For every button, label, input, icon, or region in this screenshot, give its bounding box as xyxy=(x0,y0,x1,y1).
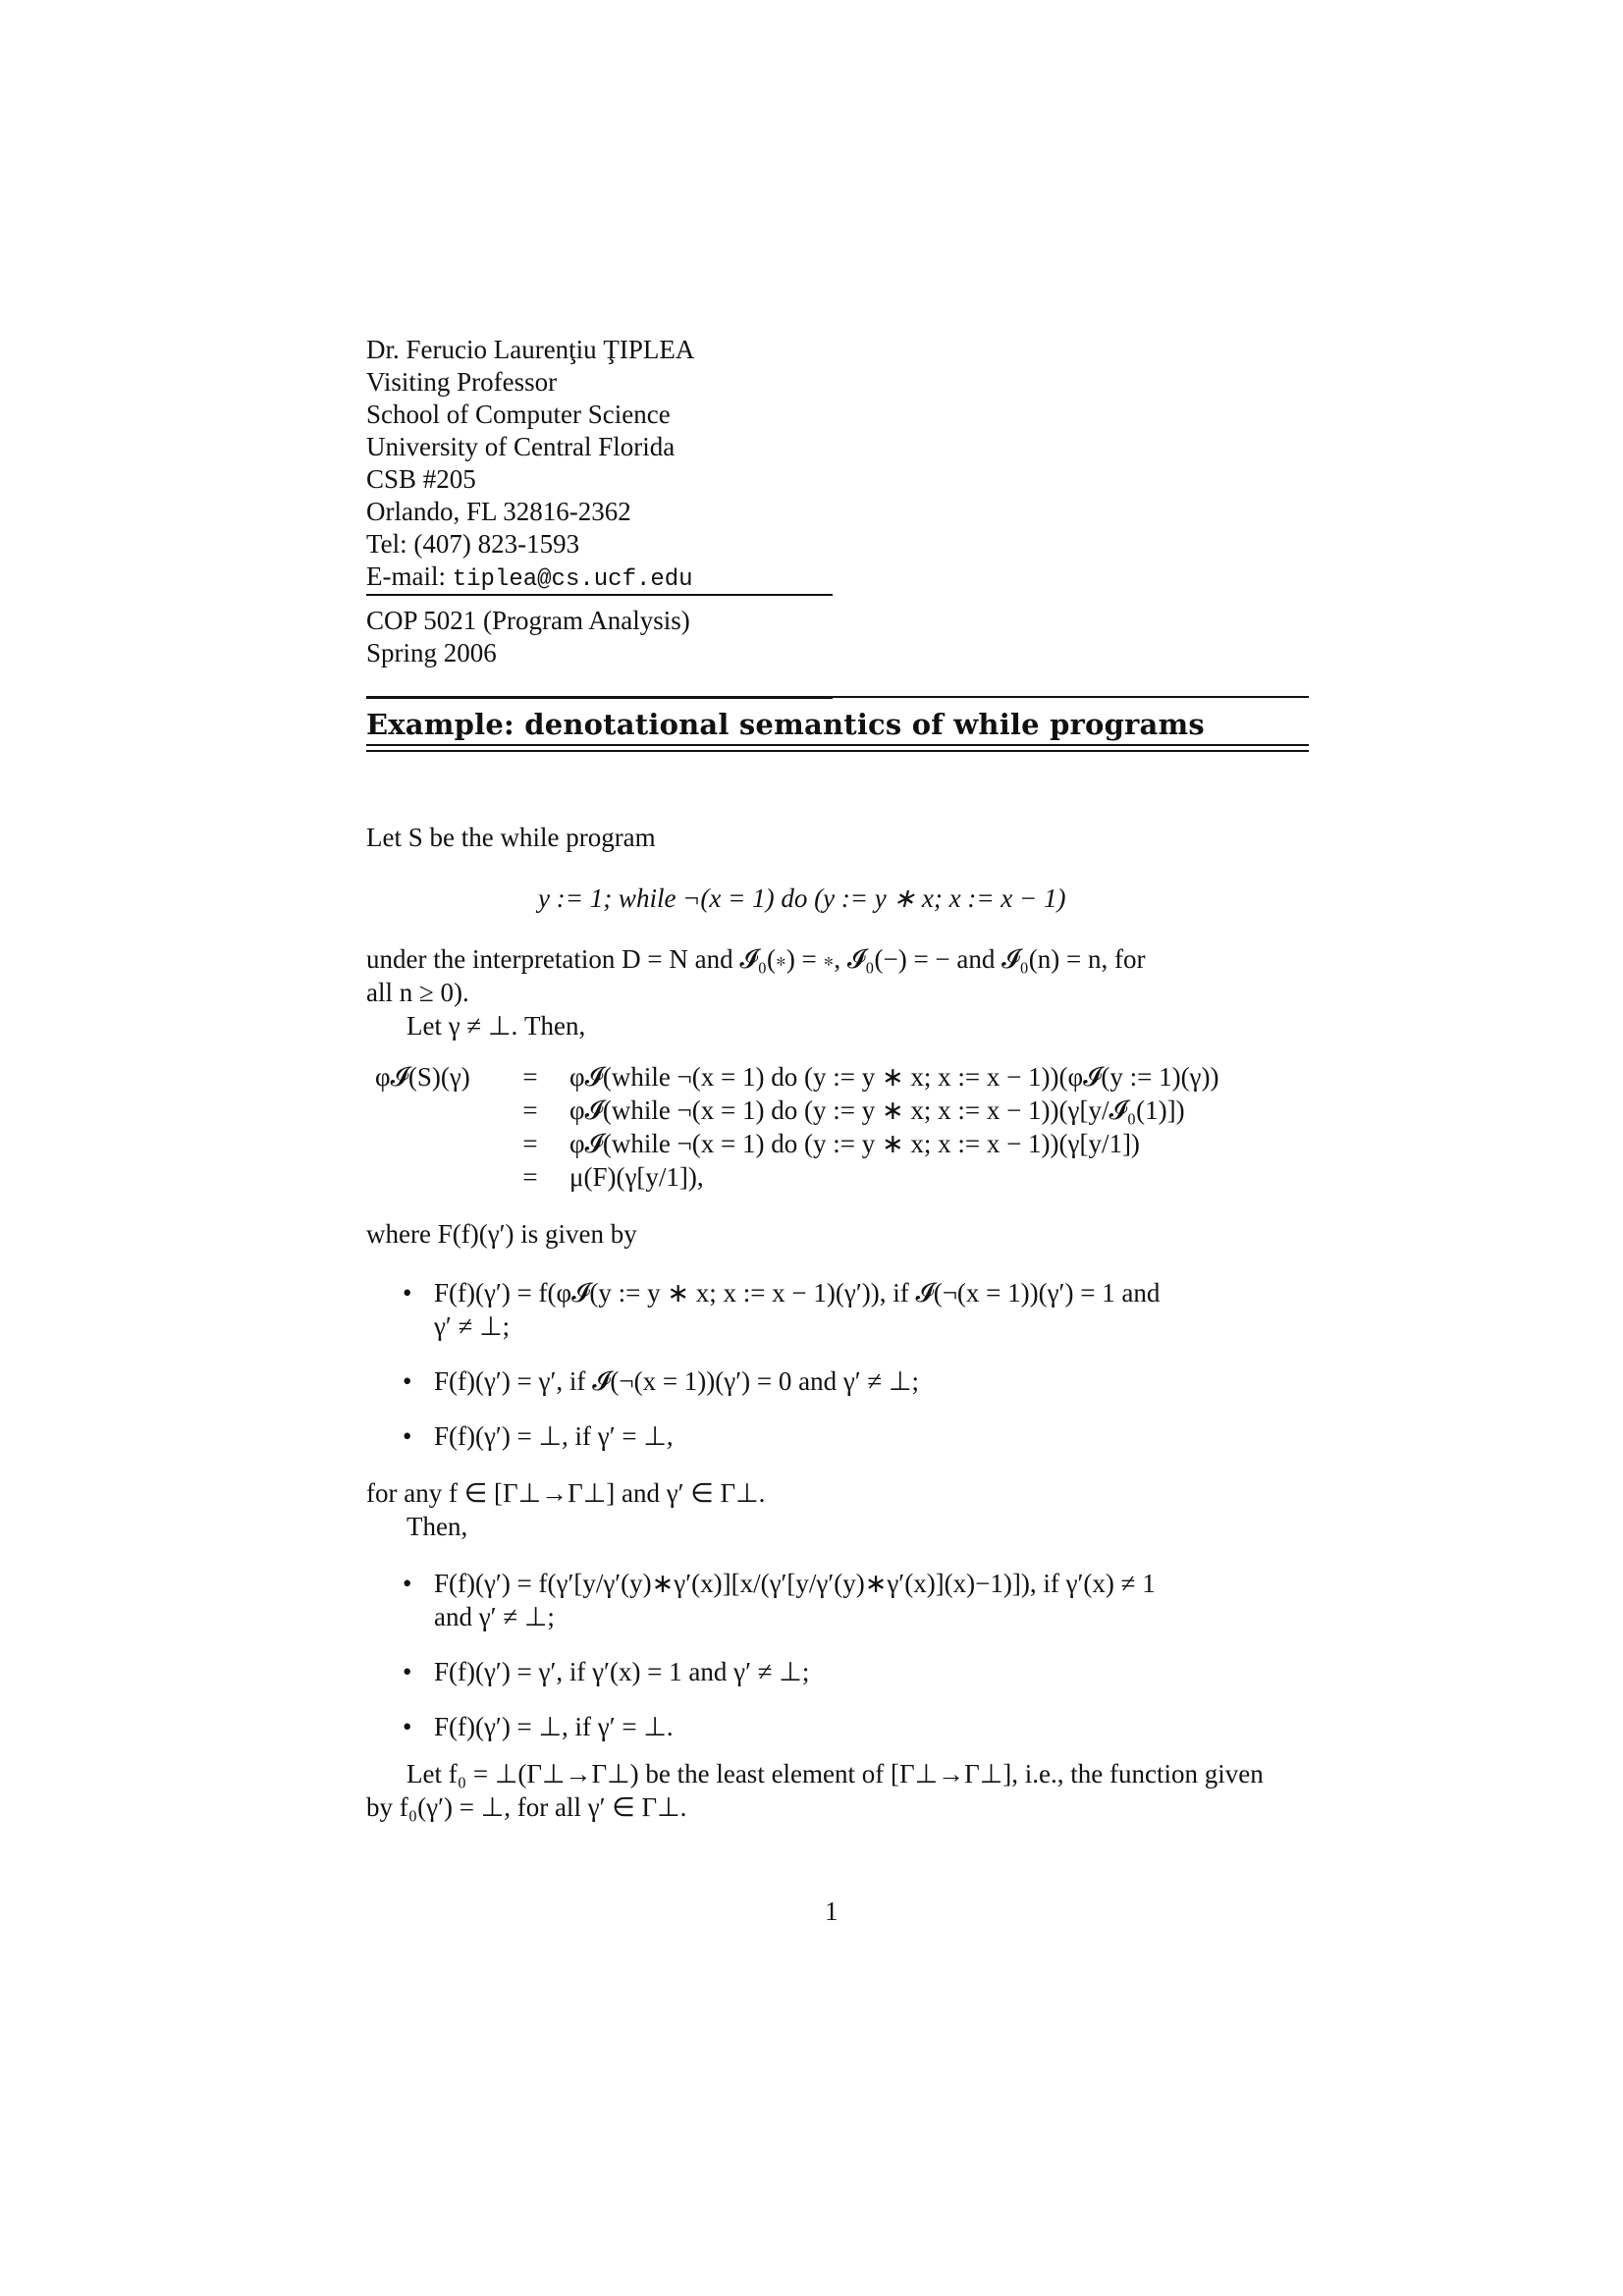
bullet-text-line-2: γ′ ≠ ⊥; xyxy=(434,1311,511,1341)
email-label: E-mail: xyxy=(366,561,453,591)
page-title: Example: denotational semantics of while programs xyxy=(366,708,1205,741)
bullet-text-line-1: F(f)(γ′) = ⊥, if γ′ = ⊥, xyxy=(434,1421,674,1451)
list-item xyxy=(403,1276,1311,1343)
author-block xyxy=(366,334,833,596)
bullet-text-line-2: and γ′ ≠ ⊥; xyxy=(434,1602,555,1631)
then-line: Then, xyxy=(406,1512,468,1541)
equation-operator: = xyxy=(522,1095,538,1125)
bullet-text-line-1: F(f)(γ′) = γ′, if γ′(x) = 1 and γ′ ≠ ⊥; xyxy=(434,1657,810,1686)
interpretation-line-1: under the interpretation D = N and 𝓘₀(∗) = ∗, 𝓘₀(−) = − and 𝓘₀(n) = n, for xyxy=(366,944,1146,974)
list-item xyxy=(403,1419,1311,1453)
list-item xyxy=(403,1567,1311,1633)
bullet-icon: • xyxy=(403,1569,412,1598)
bullet-icon: • xyxy=(403,1421,412,1451)
bullet-text-line-1: F(f)(γ′) = γ′, if 𝓘(¬(x = 1))(γ′) = 0 and γ′ ≠ ⊥; xyxy=(434,1366,919,1396)
course-code: COP 5021 (Program Analysis) xyxy=(366,606,690,635)
equation-rhs: φ𝓘(while ¬(x = 1) do (y := y ∗ x; x := x − 1))(γ[y/1]) xyxy=(569,1129,1140,1158)
equation-operator: = xyxy=(522,1162,538,1192)
where-line: where F(f)(γ′) is given by xyxy=(366,1219,637,1249)
list-item xyxy=(403,1655,1311,1688)
equation-lhs xyxy=(375,1160,491,1194)
equation-row xyxy=(375,1060,1218,1094)
interpretation-line-2: all n ≥ 0). xyxy=(366,978,469,1007)
equation-lhs xyxy=(375,1094,491,1127)
equation-array xyxy=(375,1060,1218,1194)
bullet-icon: • xyxy=(403,1278,412,1308)
equation-row xyxy=(375,1094,1218,1127)
equation-row xyxy=(375,1160,1218,1194)
author-name: Dr. Ferucio Laurenţiu ŢIPLEA xyxy=(366,335,695,364)
closing-line-2: by f₀(γ′) = ⊥, for all γ′ ∈ Γ⊥. xyxy=(366,1792,687,1822)
bullet-text-line-1: F(f)(γ′) = f(γ′[y/γ′(y)∗γ′(x)][x/(γ′[y/γ′(y)∗γ′(x)](x)−1)]), if γ′(x) ≠ 1 xyxy=(434,1569,1156,1598)
author-divider xyxy=(366,594,833,596)
closing-line-1: Let f₀ = ⊥(Γ⊥→Γ⊥) be the least element of [Γ⊥→Γ⊥], i.e., the function given xyxy=(406,1759,1264,1789)
author-city: Orlando, FL 32816-2362 xyxy=(366,497,631,526)
for-any-line: for any f ∈ [Γ⊥→Γ⊥] and γ′ ∈ Γ⊥. xyxy=(366,1478,766,1508)
bullet-icon: • xyxy=(403,1657,412,1686)
equation-rhs: φ𝓘(while ¬(x = 1) do (y := y ∗ x; x := x − 1))(φ𝓘(y := 1)(γ)) xyxy=(569,1062,1219,1092)
course-block xyxy=(366,605,690,669)
page-number: 1 xyxy=(825,1896,839,1926)
title-top-rule xyxy=(833,696,1309,698)
course-term: Spring 2006 xyxy=(366,638,497,667)
bullet-text-line-1: F(f)(γ′) = f(φ𝓘(y := y ∗ x; x := x − 1)(γ′)), if 𝓘(¬(x = 1))(γ′) = 1 and xyxy=(434,1278,1161,1308)
let-gamma-line: Let γ ≠ ⊥. Then, xyxy=(406,1011,586,1041)
author-position: Visiting Professor xyxy=(366,367,558,397)
intro-paragraph: Let S be the while program xyxy=(366,823,656,852)
title-bottom-rule-2 xyxy=(366,750,1309,752)
title-top-rule-thick xyxy=(366,696,833,699)
bullet-text-line-1: F(f)(γ′) = ⊥, if γ′ = ⊥. xyxy=(434,1712,674,1741)
author-phone: Tel: (407) 823-1593 xyxy=(366,529,580,559)
equation-operator: = xyxy=(522,1129,538,1158)
equation-row xyxy=(375,1127,1218,1160)
author-university: University of Central Florida xyxy=(366,432,676,461)
equation-rhs: μ(F)(γ[y/1]), xyxy=(569,1162,704,1192)
author-school: School of Computer Science xyxy=(366,400,671,429)
title-bottom-rule-1 xyxy=(366,744,1309,746)
list-item xyxy=(403,1710,1311,1743)
author-office: CSB #205 xyxy=(366,464,476,494)
program-display: y := 1; while ¬(x = 1) do (y := y ∗ x; x := x − 1) xyxy=(538,883,1066,913)
email-link[interactable]: tiplea@cs.ucf.edu xyxy=(452,566,693,593)
author-email xyxy=(366,561,833,596)
bullet-icon: • xyxy=(403,1712,412,1741)
equation-operator: = xyxy=(522,1062,538,1092)
equation-rhs: φ𝓘(while ¬(x = 1) do (y := y ∗ x; x := x − 1))(γ[y/𝓘₀(1)]) xyxy=(569,1095,1185,1125)
bullet-icon: • xyxy=(403,1366,412,1396)
equation-lhs xyxy=(375,1127,491,1160)
list-item xyxy=(403,1364,1311,1398)
equation-lhs: φ𝓘(S)(γ) xyxy=(375,1062,470,1092)
